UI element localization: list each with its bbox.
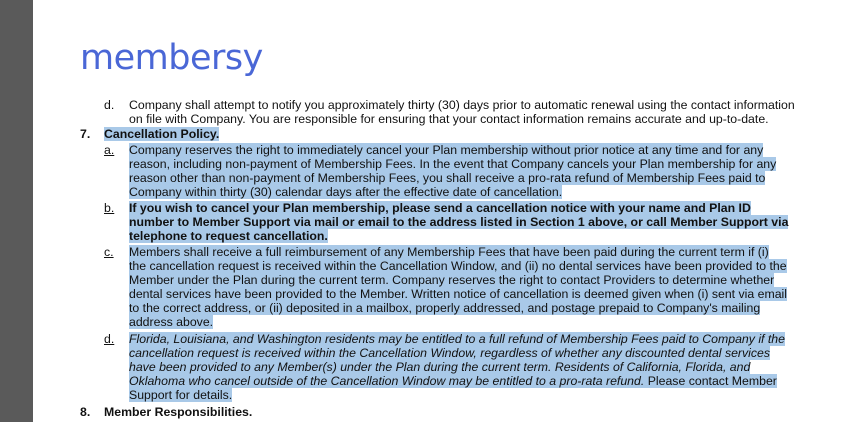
membersy-logo: membersy — [80, 38, 263, 78]
section-number: 7. — [80, 127, 91, 141]
paragraph-line: cancellation request is received within the Cancellation Window, regardless of whether any discounted dental services — [129, 346, 771, 360]
paragraph-line: dental services have been provided to the Member. Written notice of cancellation is deemed given when (i) sent via email — [129, 287, 788, 301]
paragraph-line: Company within thirty (30) calendar days after the effective date of cancellation. — [129, 185, 563, 199]
paragraph-line: the cancellation request is received within the Cancellation Window, and (ii) no dental services have been provided to the — [129, 259, 787, 273]
paragraph-line: Florida, Louisiana, and Washington residents may be entitled to a full refund of Membership Fees paid to Company if the — [129, 332, 785, 346]
paragraph-line: to the correct address, or (ii) deposited in a mailbox, properly addressed, and postage prepaid to Company's mailing — [129, 301, 761, 315]
item-marker: d. — [104, 98, 115, 112]
paragraph-line: reason other than non-payment of Membership Fees, you shall receive a pro-rata refund of Membership Fees paid to — [129, 171, 766, 185]
paragraph-line: address above. — [129, 315, 214, 329]
paragraph-line-italic: Oklahoma who cancel outside of the Cancellation Window may be entitled to a pro-rata refund. — [129, 374, 645, 388]
paragraph-line: Support for details. — [129, 388, 233, 402]
paragraph-line-plain: Please contact Member — [644, 374, 777, 388]
section-heading: Cancellation Policy. — [104, 127, 220, 141]
paragraph-line: Members shall receive a full reimbursement of any Membership Fees that have been paid during the current term if (i) — [129, 245, 769, 259]
paragraph-line: Company shall attempt to notify you approximately thirty (30) days prior to automatic renewal using the contact information — [129, 98, 795, 112]
paragraph-line: reason, including non-payment of Membership Fees. In the event that Company cancels your Plan membership for any — [129, 157, 777, 171]
item-marker: c. — [104, 245, 114, 259]
section-number: 8. — [80, 405, 91, 419]
item-marker: b. — [104, 201, 115, 215]
paragraph-line: telephone to request cancellation. — [129, 229, 328, 243]
item-marker: a. — [104, 143, 115, 157]
paragraph-line — [129, 374, 777, 388]
section-heading: Member Responsibilities. — [104, 405, 253, 419]
paragraph-line: on file with Company. You are responsible for ensuring that your contact information remains accurate and up-to-date. — [129, 112, 769, 126]
item-marker: d. — [104, 332, 115, 346]
document-page — [33, 0, 842, 422]
paragraph-line: If you wish to cancel your Plan membership, please send a cancellation notice with your name and Plan ID — [129, 201, 751, 215]
paragraph-line: Member under the Plan during the current term. Company reserves the right to contact Providers to determine whether — [129, 273, 775, 287]
paragraph-line: number to Member Support via mail or email to the address listed in Section 1 above, or call Member Support via — [129, 215, 789, 229]
paragraph-line: Company reserves the right to immediately cancel your Plan membership without prior notice at any time and for any — [129, 143, 764, 157]
paragraph-line: have been provided to any Member(s) under the Plan during the current term. Residents of California, Florida, and — [129, 360, 751, 374]
